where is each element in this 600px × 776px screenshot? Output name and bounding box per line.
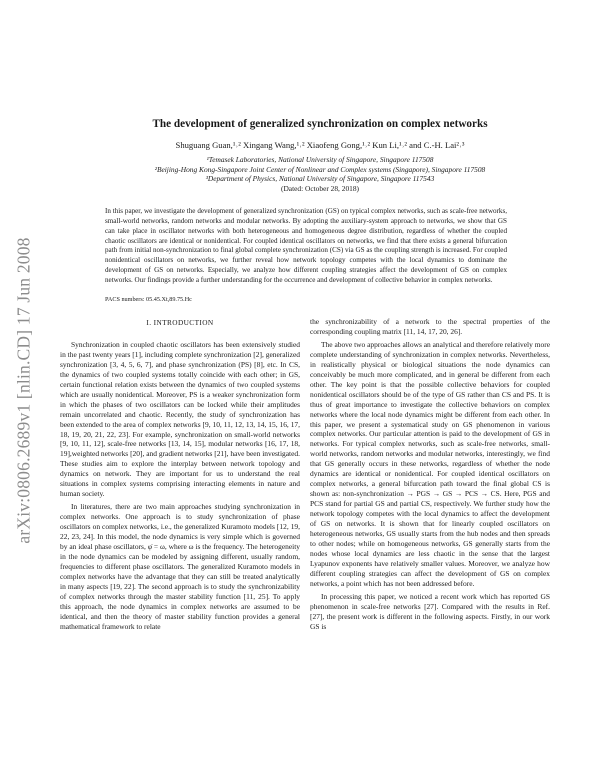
pacs-numbers: PACS numbers: 05.45.Xt,89.75.Hc xyxy=(105,296,192,303)
affiliation-2: ²Beijing-Hong Kong-Singapore Joint Center of Nonlinear and Complex systems (Singapore), Singapore 117508 xyxy=(154,164,486,174)
affiliation-3: ³Department of Physics, National University of Singapore, Singapore 117543 xyxy=(205,174,435,184)
paragraph: In processing this paper, we noticed a recent work which has reported GS phenomenon in scale-free networks [27]. Compared with the results in Ref. [27], the present work is different in the following aspects. Firstly, in our work GS is xyxy=(310,591,550,631)
paragraph: the synchronizability of a network to the spectral properties of the corresponding coupling matrix [11, 14, 17, 20, 26]. xyxy=(310,317,550,336)
right-column xyxy=(310,317,550,632)
author-list: Shuguang Guan,¹˒² Xingang Wang,¹˒² Xiaofeng Gong,¹˒² Kun Li,¹˒² and C.-H. Lai²˒³ xyxy=(175,140,465,150)
arxiv-identifier-text: arXiv:0806.2689v1 [nlin.CD] 17 Jun 2008 xyxy=(13,236,34,544)
paragraph: The above two approaches allows an analytical and therefore relatively more complete understanding of synchronization in complex networks. Nevertheless, in realistically physical or biological situations the node dynamics can conceivably be much more complicated, and in general be different from each other. The key point is that the possible collective behaviors for coupled nonidentical oscillators should be of the type of GS rather than CS and PS. It is thus of great importance to investigate the collective behaviors on complex networks where the local node dynamics might be different from each other. In this paper, we present a systematical study on GS phenomenon in various complex networks. Our particular attention is paid to the development of GS in networks. For typical complex networks, such as scale-free networks, small-world networks, random networks and modular networks, interestingly, we find that GS generally occurs in these networks, regardless of whether the node dynamics are identical or nonidentical. For coupled identical oscillators on complex networks, a general bifurcation path toward the final global CS is shown as: non-synchronization → PGS → GS → PCS → CS. Here, PGS and PCS stand for partial GS and partial CS, respectively. We further study how the network topology competes with the local dynamics to affect the development of GS on networks. It is shown that for linearly coupled oscillators on heterogeneous networks, GS usually starts from the hub nodes and then spreads to other nodes; while on homogeneous networks, GS generally starts from the nodes whose local dynamics are less chaotic in the sense that the largest Lyapunov exponents have relatively smaller values. Moreover, we analyze how different coupling strategies can affect the development of GS on complex networks, a point which has not been addressed before. xyxy=(310,339,550,588)
left-column xyxy=(60,318,300,632)
paragraph: In literatures, there are two main approaches studying synchronization in complex networks. One approach is to study synchronization of phase oscillators on complex networks, i.e., the generalized Kuramoto models [12, 19, 22, 23, 24]. In this model, the node dynamics is very simple which is governed by an ideal phase oscillators, φ̇ = ω, where ω is the frequency. The heterogeneity in the node dynamics can be modeled by assigning different, usually random, frequencies to different phase oscillators. The generalized Kuramoto models in complex networks have the advantage that they can still be treated analytically in many aspects [19, 22]. The second approach is to study the synchronizability of complex networks through the master stability function [11, 25]. To apply this approach, the node dynamics in complex networks are assumed to be identical, and then the theory of master stability function provides a general mathematical framework to relate xyxy=(60,502,300,631)
arxiv-identifier-stamp xyxy=(4,180,44,600)
paragraph: Synchronization in coupled chaotic oscillators has been extensively studied in the past twenty years [1], including complete synchronization [2], generalized synchronization [3, 4, 5, 6, 7], and phase synchronization (PS) [8], etc. In CS, the dynamics of two coupled systems totally coincide with each other; in GS, certain functional relation exists between the dynamics of two coupled systems which are usually nonidentical. Moreover, PS is a weaker synchronization form in which the phases of two oscillators can be locked while their amplitudes remain uncorrelated and chaotic. Recently, the study of synchronization has been extended to the area of complex networks [9, 10, 11, 12, 13, 14, 15, 16, 17, 18, 19, 20, 21, 22, 23]. For example, synchronization on small-world networks [9, 10, 11, 12], scale-free networks [13, 14, 15], modular networks [16, 17, 18, 19],weighted networks [20], and gradient networks [21], have been investigated. These studies aim to explore the interplay between network topology and dynamics on network. They are important for us to understand the real situations in complex systems comprising interacting elements in nature and human society. xyxy=(60,339,300,499)
section-heading-introduction: I. INTRODUCTION xyxy=(146,318,214,327)
affiliations xyxy=(60,155,580,193)
affiliation-1: ¹Temasek Laboratories, National University of Singapore, Singapore 117508 xyxy=(206,155,434,164)
abstract: In this paper, we investigate the development of generalized synchronization (GS) on typical complex networks, such as scale-free networks, small-world networks, random networks and modular networks. By adopting the auxiliary-system approach to networks, we show that GS can take place in oscillator networks with both heterogeneous and homogeneous degree distribution, regardless of whether the coupled chaotic oscillators are identical or nonidentical. For coupled identical oscillators on networks, we find that there exists a general bifurcation path from initial non-synchronization to final global complete synchronization (CS) via GS as the coupling strength is increased. For coupled nonidentical oscillators on networks, we further reveal how network topology competes with the local dynamics to dominate the development of GS on networks. Especially, we analyze how different coupling strategies affect the development of GS on complex networks. Our findings provide a further understanding for the occurrence and development of collective behavior in complex networks. xyxy=(105,207,507,284)
dated-line: (Dated: October 28, 2018) xyxy=(281,183,359,193)
paper-title: The development of generalized synchronization on complex networks xyxy=(152,118,488,130)
